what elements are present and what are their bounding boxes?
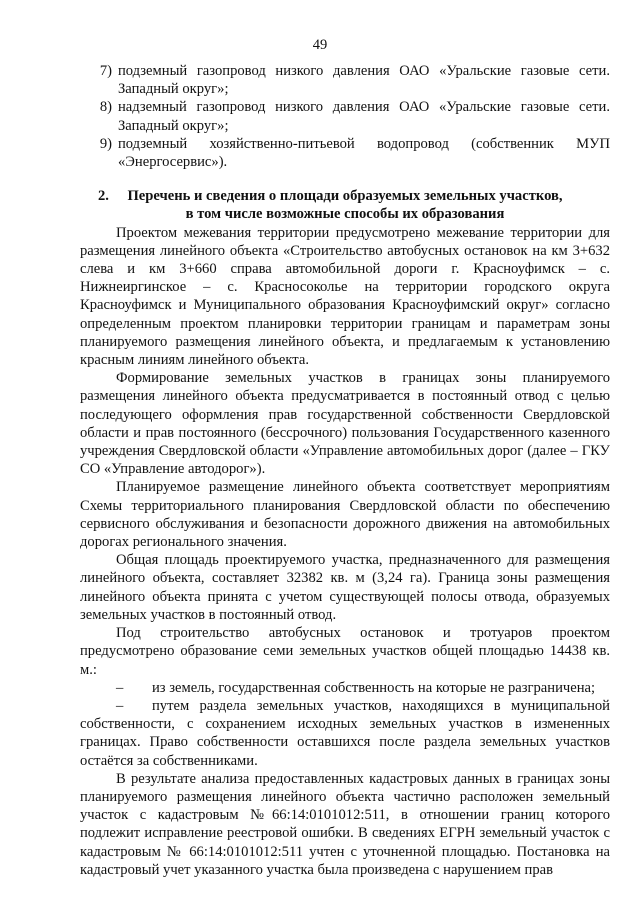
section-title-line-1: Перечень и сведения о площади образуемых земельных участков,	[127, 188, 563, 205]
paragraph-3: Планируемое размещение линейного объекта соответствует мероприятиям Схемы территориального планирования Свердловской области по обеспечению сервисного обслуживания и безопасности дорожного движения на автомобильных дорогах регионального значения.	[80, 479, 610, 551]
dash-item-text: путем раздела земельных участков, находящихся в муниципальной собственности, с сохранением исходных земельных участков в измененных границах. Право собственности оставшихся после раздела земельных участков остаётся за собственниками.	[80, 697, 610, 769]
list-item-text: подземный хозяйственно-питьевой водопровод (собственник МУП «Энергосервис»).	[118, 135, 610, 171]
dash-mark: –	[116, 697, 124, 714]
dash-list-item-2	[80, 697, 610, 770]
list-item	[80, 135, 610, 171]
list-item	[80, 98, 610, 134]
list-item-number: 9)	[99, 135, 112, 152]
list-item-number: 7)	[99, 63, 112, 79]
paragraph-1: Проектом межевания территории предусмотрено межевание территории для размещения линейного объекта «Строительство автобусных остановок на км 3+632 слева и км 3+660 справа автомобильной дороги г. Красноуфимск – с. Нижнеиргинское – с. Красносоколье на территории городского округа Красноуфимск и Муниципального образования Красноуфимский округ» согласно определенным проектом планировки территории границам и параметрам зоны планируемого размещения линейного объекта, и предлагаемым к установлению красным линиям линейного объекта.	[80, 224, 610, 369]
numbered-list	[80, 62, 610, 171]
page-body	[80, 62, 610, 879]
paragraph-2: Формирование земельных участков в границах зоны планируемого размещения линейного объекта предусматривается в постоянный отвод с целью последующего оформления прав государственной собственности Свердловской области и прав постоянного (бессрочного) пользования Государственного казенного учреждения Свердловской области «Управление автомобильных дорог (далее – ГКУ СО «Управление автодорог»).	[80, 370, 610, 478]
paragraph-6: В результате анализа предоставленных кадастровых данных в границах зоны планируемого размещения линейного объекта частично расположен земельный участок с кадастровым №66:14:0101012:511, в отношении границ которого подлежит исправление реестровой ошибки. В сведениях ЕГРН земельный участок с кадастровым № 66:14:0101012:511 учтен с уточненной площадью. Постановка на кадастровый учет указанного участка была произведена с нарушением прав	[80, 770, 610, 878]
paragraph-4: Общая площадь проектируемого участка, предназначенного для размещения линейного объекта, составляет 32382 кв. м (3,24 га). Граница зоны размещения линейного объекта принята с учетом существующей полосы отвода, образуемых земельных участков в постоянный отвод.	[80, 552, 610, 623]
list-item-number: 8)	[99, 99, 112, 116]
section-title-line-2: в том числе возможные способы их образования	[185, 206, 505, 223]
paragraph-5: Под строительство автобусных остановок и тротуаров проектом предусмотрено образование семи земельных участков общей площадью 14438 кв. м.:	[80, 625, 610, 678]
section-heading	[80, 187, 610, 223]
dash-mark: –	[116, 679, 124, 696]
dash-item-text: из земель, государственная собственность на которые не разграничена;	[152, 679, 596, 696]
list-item-text: подземный газопровод низкого давления ОАО «Уральские газовые сети. Западный округ»;	[118, 63, 610, 98]
list-item-text: надземный газопровод низкого давления ОАО «Уральские газовые сети. Западный округ»;	[118, 99, 610, 134]
dash-list-item-1	[80, 679, 610, 697]
list-item	[80, 62, 610, 98]
page-number: 49	[312, 37, 328, 53]
section-number: 2.	[98, 188, 109, 205]
